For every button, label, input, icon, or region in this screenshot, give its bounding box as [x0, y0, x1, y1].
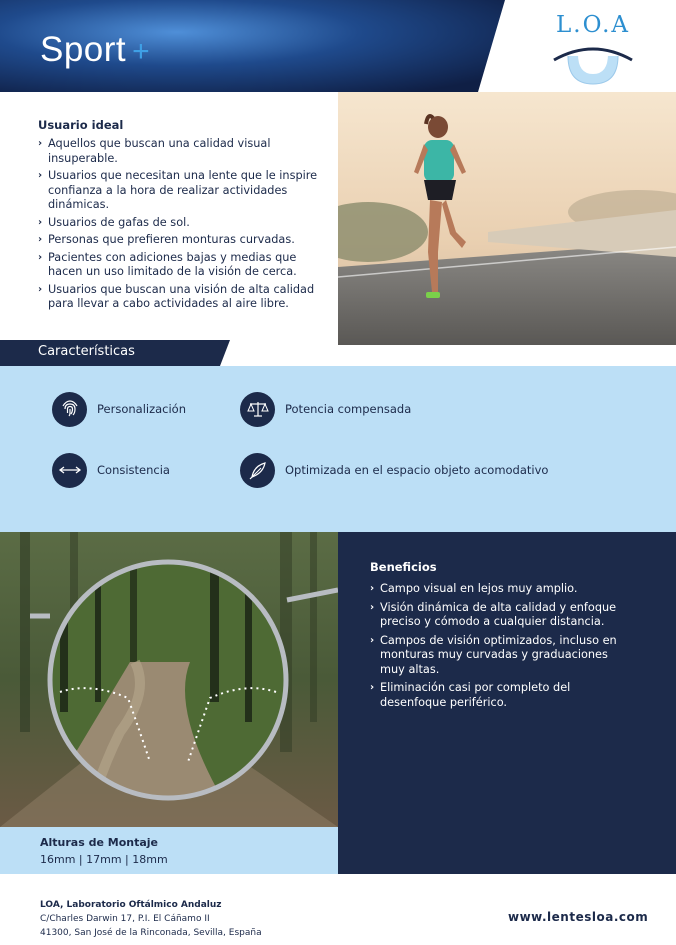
feature-consistency — [52, 452, 170, 488]
list-item-text: Usuarios que necesitan una lente que le inspire confianza a la hora de realizar actividades dinámicas. — [48, 169, 318, 211]
website-link[interactable]: www.lentesloa.com — [508, 910, 649, 924]
list-item-text: Usuarios que buscan una visión de alta calidad para llevar a cabo actividades al aire libre. — [48, 282, 315, 310]
list-item — [38, 169, 323, 213]
bullet-chevron-icon: › — [370, 601, 375, 613]
ideal-user-heading: Usuario ideal — [38, 118, 124, 132]
bullet-chevron-icon: › — [38, 283, 43, 295]
ideal-user-list — [38, 137, 323, 312]
feature-label: Personalización — [97, 402, 187, 416]
mounting-heights-heading: Alturas de Montaje — [40, 836, 159, 849]
title-plus-sign: + — [132, 35, 151, 68]
feature-accommodative-space — [240, 452, 548, 488]
company-name: LOA, Laboratorio Oftálmico Andaluz — [40, 900, 222, 910]
characteristics-heading: Características — [38, 344, 135, 359]
page-header — [0, 0, 676, 92]
benefits-section — [338, 532, 676, 874]
double-arrow-icon — [52, 453, 87, 488]
feature-compensated-power — [240, 391, 411, 427]
feather-icon — [240, 453, 275, 488]
fingerprint-icon — [52, 392, 87, 427]
list-item — [38, 233, 323, 248]
forest-lens-photo — [0, 532, 338, 827]
bullet-chevron-icon: › — [370, 682, 375, 693]
eye-logo-icon — [550, 44, 636, 88]
list-item-text: Visión dinámica de alta calidad y enfoque preciso y cómodo a cualquier distancia. — [380, 600, 617, 628]
bullet-chevron-icon: › — [370, 583, 375, 594]
runner-photo — [338, 92, 676, 345]
list-item — [38, 216, 323, 231]
bullet-chevron-icon: › — [38, 216, 43, 228]
benefits-list — [370, 582, 636, 710]
bullet-chevron-icon: › — [370, 634, 375, 646]
ideal-user-section — [38, 118, 323, 315]
list-item — [38, 283, 323, 312]
mounting-heights-box — [0, 827, 338, 874]
list-item-text: Pacientes con adiciones bajas y medias que hacen un uso limitado de la visión de cerca. — [48, 250, 297, 278]
list-item — [370, 634, 636, 678]
list-item-text: Eliminación casi por completo del desenfoque periférico. — [380, 681, 571, 709]
page-footer — [0, 874, 676, 945]
list-item — [38, 251, 323, 280]
list-item — [370, 681, 636, 710]
feature-label: Optimizada en el espacio objeto acomodativo — [285, 463, 549, 477]
address-line-2: 41300, San José de la Rinconada, Sevilla, España — [40, 928, 262, 938]
list-item-text: Campo visual en lejos muy amplio. — [380, 582, 578, 595]
address-line-1: C/Charles Darwin 17, P.I. El Cáñamo II — [40, 914, 210, 924]
page-title — [40, 30, 150, 70]
bullet-chevron-icon: › — [38, 138, 43, 149]
loa-logo — [548, 10, 638, 86]
list-item-text: Campos de visión optimizados, incluso en monturas muy curvadas y graduaciones muy altas. — [380, 633, 617, 676]
logo-text: L.O.A — [555, 12, 630, 38]
bullet-chevron-icon: › — [38, 251, 43, 263]
benefits-heading: Beneficios — [370, 560, 437, 574]
list-item — [38, 137, 323, 166]
feature-personalization — [52, 391, 186, 427]
balance-scale-icon — [240, 392, 275, 427]
feature-label: Consistencia — [97, 463, 170, 477]
bullet-chevron-icon: › — [38, 170, 43, 181]
feature-label: Potencia compensada — [285, 402, 412, 416]
page-title-text: Sport — [40, 30, 127, 69]
list-item — [370, 582, 636, 597]
list-item — [370, 601, 636, 630]
list-item-text: Personas que prefieren monturas curvadas. — [48, 233, 295, 246]
list-item-text: Usuarios de gafas de sol. — [48, 215, 190, 229]
bullet-chevron-icon: › — [38, 234, 43, 245]
mounting-heights-values: 16mm | 17mm | 18mm — [40, 853, 168, 866]
list-item-text: Aquellos que buscan una calidad visual insuperable. — [48, 137, 271, 165]
